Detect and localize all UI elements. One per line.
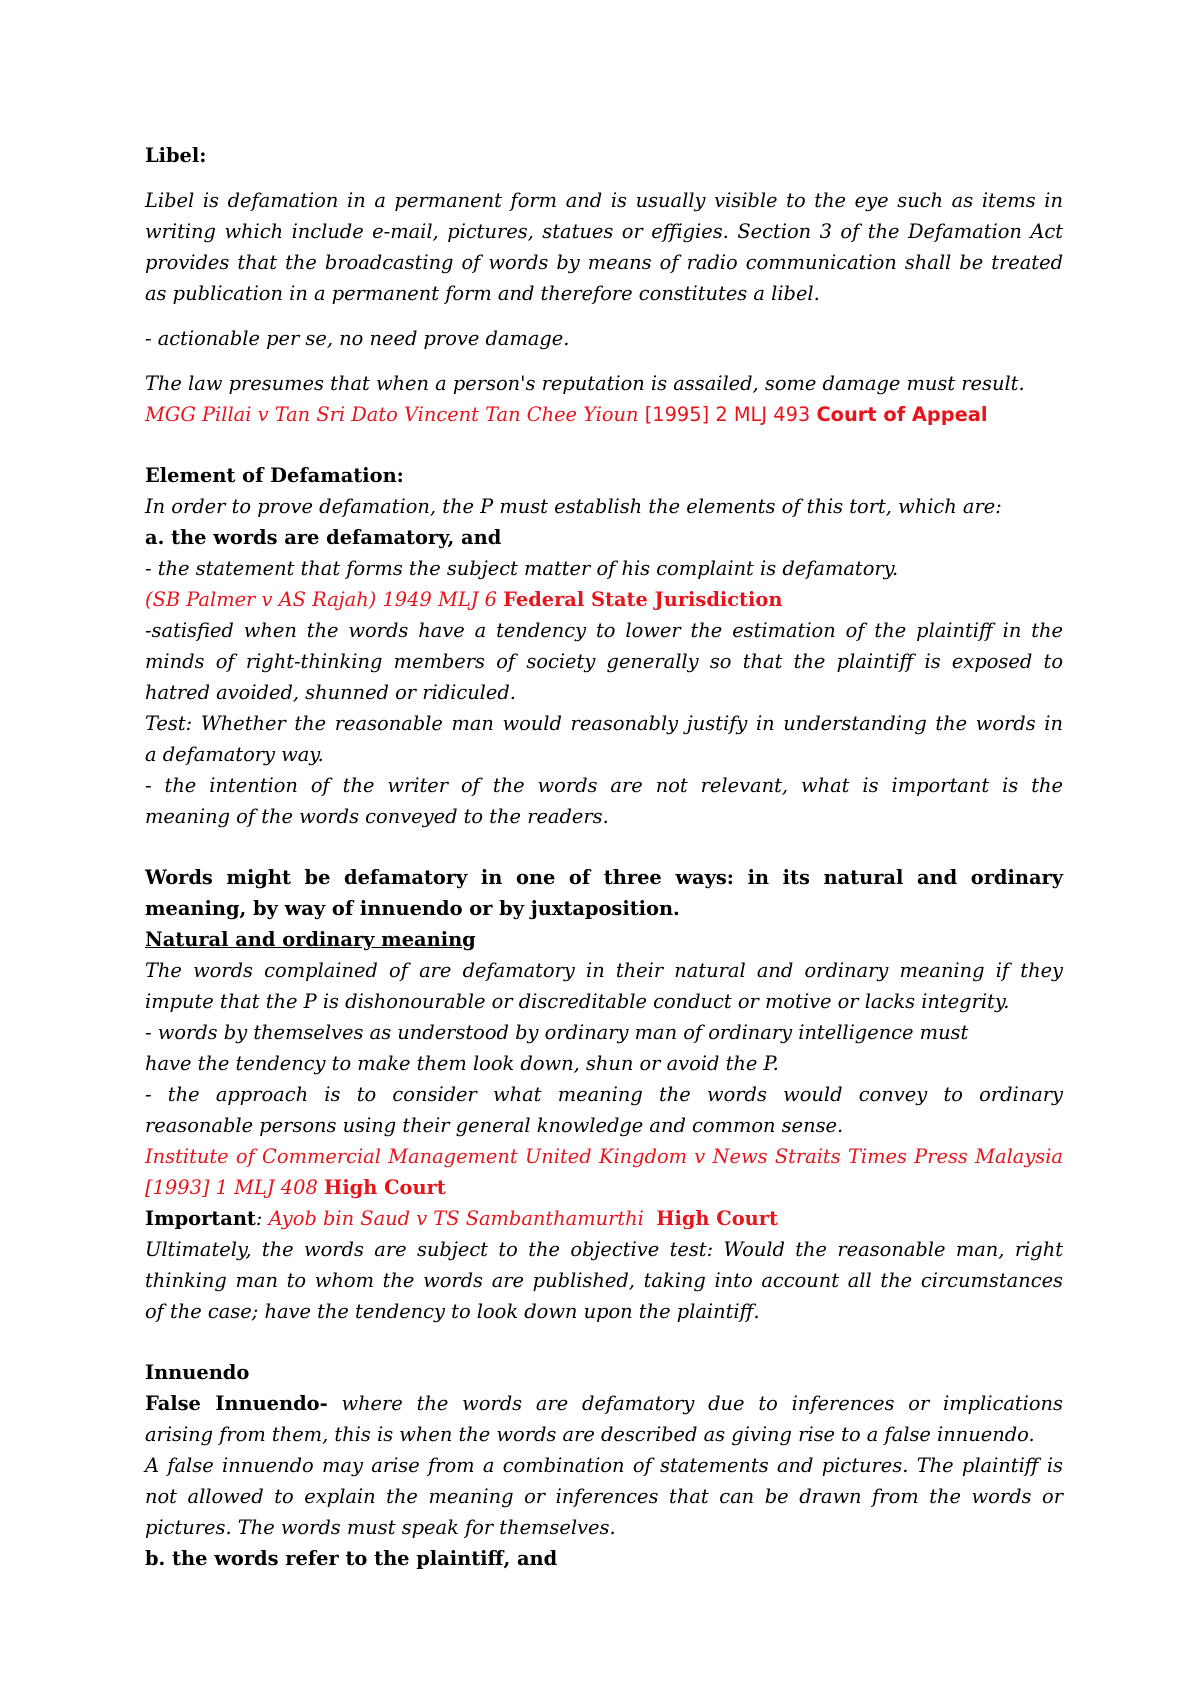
important-line (145, 1203, 1063, 1234)
libel-heading: Libel: (145, 144, 207, 167)
text-line: - the intention of the writer of the words are not relevant, what is important is the (145, 774, 1063, 797)
text-line: impute that the P is dishonourable or discreditable conduct or motive or lacks integrity. (145, 990, 1010, 1013)
text-line: A false innuendo may arise from a combination of statements and pictures. The plaintiff is (145, 1454, 1063, 1477)
text-line: The words complained of are defamatory in their natural and ordinary meaning if they (145, 959, 1063, 982)
case-citation: [1995] 2 MLJ 493 (644, 403, 811, 426)
presumption-text: The law presumes that when a person's reputation is assailed, some damage must result. (145, 372, 1025, 395)
actionable-note: - actionable per se, no need prove damage. (145, 327, 570, 350)
case-court: Federal State Jurisdiction (503, 588, 783, 611)
document-body (145, 140, 1063, 1574)
elements-intro: In order to prove defamation, the P must establish the elements of this tort, which are: (145, 495, 1002, 518)
text-line: meaning of the words conveyed to the readers. (145, 805, 609, 828)
case-court: High Court (324, 1176, 446, 1199)
element-a-text: - the statement that forms the subject matter of his complaint is defamatory. (145, 557, 899, 580)
ways-heading-line: Words might be defamatory in one of three ways: in its natural and ordinary (145, 866, 1063, 889)
text-line: - the approach is to consider what meaning the words would convey to ordinary (145, 1083, 1063, 1106)
text-line: -satisfied when the words have a tendency to lower the estimation of the plaintiff in the (145, 619, 1063, 642)
important-label: Important (145, 1207, 256, 1230)
text-line: Test: Whether the reasonable man would reasonably justify in understanding the words in (145, 712, 1063, 735)
case-name: Ayob bin Saud v TS Sambanthamurthi (268, 1207, 644, 1230)
text-line: of the case; have the tendency to look down upon the plaintiff. (145, 1300, 760, 1323)
element-a-heading: a. the words are defamatory, and (145, 526, 502, 549)
case-court: Court of Appeal (816, 403, 988, 426)
case-name: MGG Pillai v Tan Sri Dato Vincent Tan Chee Yioun (145, 403, 639, 426)
libel-definition (145, 185, 1063, 309)
false-innuendo-label: False Innuendo- (145, 1392, 328, 1415)
case-citation-line (145, 1172, 1063, 1203)
natural-meaning-heading: Natural and ordinary meaning (145, 928, 476, 951)
text-line: as publication in a permanent form and therefore constitutes a libel. (145, 282, 820, 305)
case-name: Institute of Commercial Management United Kingdom v News Straits Times Press Malaysia (145, 1145, 1063, 1168)
text-line: minds of right-thinking members of society generally so that the plaintiff is exposed to (145, 650, 1063, 673)
text-line: not allowed to explain the meaning or inferences that can be drawn from the words or (145, 1485, 1063, 1508)
false-innuendo-line (145, 1388, 1063, 1419)
text-line: Libel is defamation in a permanent form and is usually visible to the eye such as items in (145, 189, 1063, 212)
text-line: thinking man to whom the words are published, taking into account all the circumstances (145, 1269, 1063, 1292)
element-b-heading: b. the words refer to the plaintiff, and (145, 1547, 558, 1570)
text-line: have the tendency to make them look down, shun or avoid the P. (145, 1052, 779, 1075)
text-line: Ultimately, the words are subject to the objective test: Would the reasonable man, right (145, 1238, 1063, 1261)
case-citation-line (145, 399, 1063, 430)
text-line: a defamatory way. (145, 743, 324, 766)
text-line: pictures. The words must speak for themselves. (145, 1516, 616, 1539)
text-line: - words by themselves as understood by ordinary man of ordinary intelligence must (145, 1021, 969, 1044)
text-line: reasonable persons using their general knowledge and common sense. (145, 1114, 844, 1137)
text-line: writing which include e-mail, pictures, statues or effigies. Section 3 of the Defamation Act (145, 220, 1063, 243)
case-citation-line (145, 584, 1063, 615)
important-colon: : (255, 1207, 263, 1230)
text-line: provides that the broadcasting of words by means of radio communication shall be treated (145, 251, 1063, 274)
case-name: (SB Palmer v AS Rajah) 1949 MLJ 6 (145, 588, 497, 611)
elements-heading: Element of Defamation: (145, 464, 404, 487)
ways-heading-line: meaning, by way of innuendo or by juxtaposition. (145, 897, 680, 920)
case-court: High Court (656, 1207, 778, 1230)
false-innuendo-text: where the words are defamatory due to inferences or implications (341, 1392, 1063, 1415)
case-citation: [1993] 1 MLJ 408 (145, 1176, 318, 1199)
text-line: hatred avoided, shunned or ridiculed. (145, 681, 516, 704)
text-line: arising from them, this is when the words are described as giving rise to a false innuendo. (145, 1423, 1035, 1446)
innuendo-heading: Innuendo (145, 1361, 250, 1384)
